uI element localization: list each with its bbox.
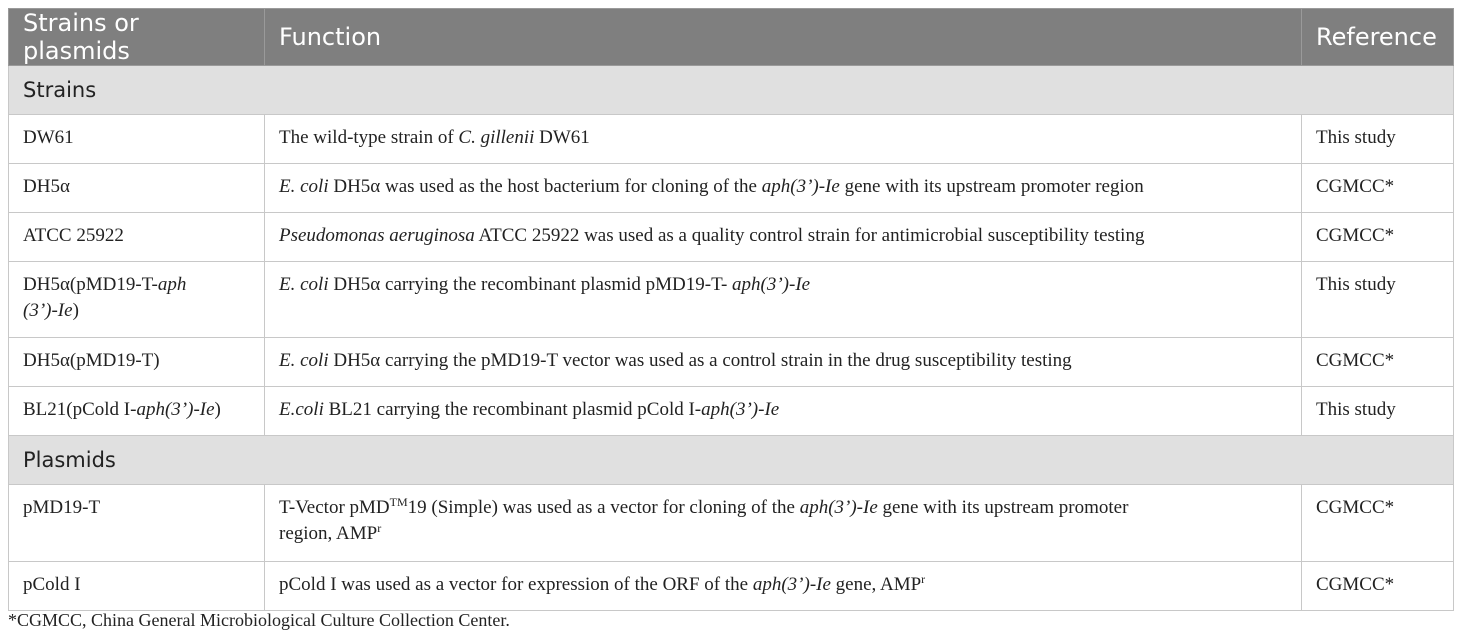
- italic-text: aph(3’)-Ie: [799, 497, 878, 518]
- table-footnote: *CGMCC, China General Microbiological Culture Collection Center.: [8, 610, 510, 630]
- section-title: Strains: [9, 66, 1454, 115]
- header-row: [9, 9, 1454, 66]
- table-row: [9, 485, 1454, 562]
- table-row: [9, 164, 1454, 213]
- table-row: [9, 213, 1454, 262]
- italic-text: aph(3’)-Ie: [752, 574, 831, 595]
- header-strains-or-plasmids: Strains or plasmids: [9, 9, 265, 66]
- header-reference: Reference: [1302, 9, 1454, 66]
- italic-text: E. coli: [279, 176, 329, 197]
- row-function: Pseudomonas aeruginosa ATCC 25922 was used as a quality control strain for antimicrobial susceptibility testing: [265, 213, 1302, 262]
- italic-text: E. coli: [279, 350, 329, 371]
- row-name: DH5α(pMD19-T-aph (3’)-Ie): [9, 262, 265, 338]
- table-row: [9, 115, 1454, 164]
- row-function: E. coli DH5α was used as the host bacterium for cloning of the aph(3’)-Ie gene with its upstream promoter region: [265, 164, 1302, 213]
- superscript: r: [377, 521, 382, 535]
- row-function: pCold I was used as a vector for expression of the ORF of the aph(3’)-Ie gene, AMP$^r$: [265, 562, 1302, 611]
- row-name: DW61: [9, 115, 265, 164]
- strains-plasmids-table: [8, 8, 1454, 611]
- row-name: ATCC 25922: [9, 213, 265, 262]
- section-title: Plasmids: [9, 436, 1454, 485]
- table-row: [9, 338, 1454, 387]
- superscript: TM: [389, 495, 408, 509]
- row-reference: CGMCC*: [1302, 562, 1454, 611]
- row-name: DH5α: [9, 164, 265, 213]
- italic-text: C. gillenii: [458, 127, 535, 148]
- italic-text: aph(3’)-Ie: [136, 399, 215, 420]
- italic-text: aph(3’)-Ie: [701, 399, 780, 420]
- table-row: [9, 387, 1454, 436]
- italic-text: aph(3’)-Ie: [761, 176, 840, 197]
- row-name: pMD19-T: [9, 485, 265, 562]
- italic-text: E.coli: [279, 399, 324, 420]
- table-row: [9, 262, 1454, 338]
- row-function: E. coli DH5α carrying the recombinant plasmid pMD19-T- aph(3’)-Ie: [265, 262, 1302, 338]
- row-name: DH5α(pMD19-T): [9, 338, 265, 387]
- row-name: pCold I: [9, 562, 265, 611]
- row-function: T-Vector pMD™19 (Simple) was used as a vector for cloning of the aph(3’)-Ie gene with its upstream promoter region, AMP$^r$: [265, 485, 1302, 562]
- superscript: r: [921, 572, 926, 586]
- row-function: E. coli DH5α carrying the pMD19-T vector was used as a control strain in the drug susceptibility testing: [265, 338, 1302, 387]
- table-row: [9, 562, 1454, 611]
- row-reference: CGMCC*: [1302, 338, 1454, 387]
- row-reference: CGMCC*: [1302, 485, 1454, 562]
- row-function: The wild-type strain of C. gillenii DW61: [265, 115, 1302, 164]
- italic-text: Pseudomonas aeruginosa: [279, 225, 475, 246]
- row-function: E.coli BL21 carrying the recombinant plasmid pCold I-aph(3’)-Ie: [265, 387, 1302, 436]
- row-reference: This study: [1302, 387, 1454, 436]
- header-function: Function: [265, 9, 1302, 66]
- row-name: BL21(pCold I-aph(3’)-Ie): [9, 387, 265, 436]
- italic-text: (3’)-Ie: [23, 300, 73, 321]
- section-row-strains: [9, 66, 1454, 115]
- row-reference: This study: [1302, 115, 1454, 164]
- section-row-plasmids: [9, 436, 1454, 485]
- row-reference: CGMCC*: [1302, 213, 1454, 262]
- italic-text: aph: [157, 274, 187, 295]
- italic-text: E. coli: [279, 274, 329, 295]
- row-reference: CGMCC*: [1302, 164, 1454, 213]
- row-reference: This study: [1302, 262, 1454, 338]
- italic-text: aph(3’)-Ie: [732, 274, 811, 295]
